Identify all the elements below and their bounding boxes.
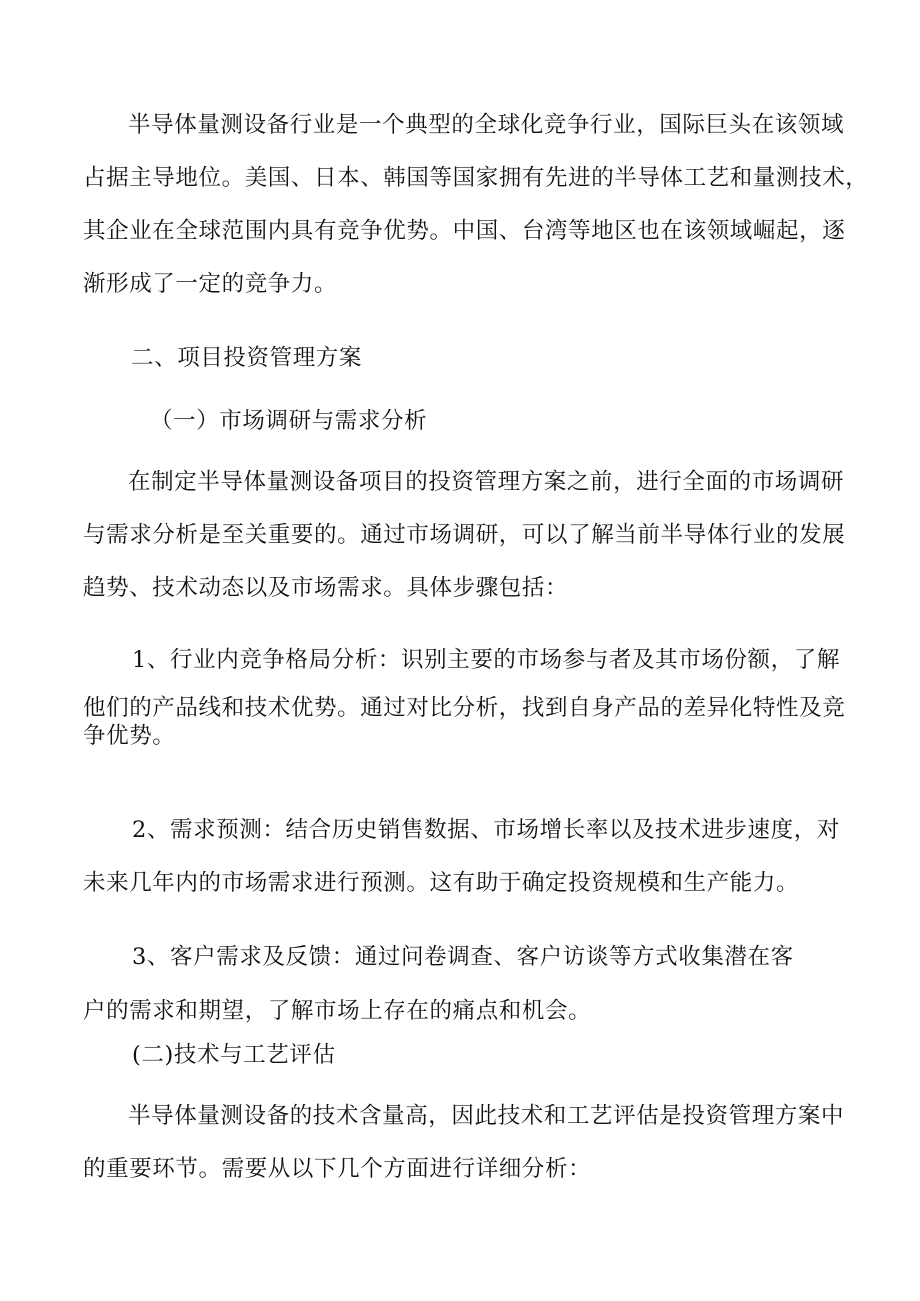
- item3-line-2: 户的需求和期望，了解市场上存在的痛点和机会。: [83, 998, 592, 1024]
- para1-line-2: 占据主导地位。美国、日本、韩国等国家拥有先进的半导体工艺和量测技术，: [83, 165, 869, 191]
- para1-line-4: 渐形成了一定的竞争力。: [83, 271, 338, 297]
- para2-line-1: 在制定半导体量测设备项目的投资管理方案之前，进行全面的市场调研: [128, 469, 845, 495]
- para2-line-3: 趋势、技术动态以及市场需求。具体步骤包括：: [83, 575, 569, 601]
- para1-line-1: 半导体量测设备行业是一个典型的全球化竞争行业，国际巨头在该领域: [128, 112, 845, 138]
- para3-line-1: 半导体量测设备的技术含量高，因此技术和工艺评估是投资管理方案中: [128, 1103, 845, 1129]
- item2-line-2: 未来几年内的市场需求进行预测。这有助于确定投资规模和生产能力。: [83, 870, 800, 896]
- item1-line-3: 争优势。: [83, 723, 176, 749]
- subsection-heading-2: (二)技术与工艺评估: [132, 1042, 336, 1068]
- item1-line-2: 他们的产品线和技术优势。通过对比分析，找到自身产品的差异化特性及竞: [83, 695, 846, 721]
- item2-line-1: 2、需求预测：结合历史销售数据、市场增长率以及技术进步速度，对: [132, 817, 840, 843]
- para3-line-2: 的重要环节。需要从以下几个方面进行详细分析：: [83, 1156, 592, 1182]
- item1-line-1: 1、行业内竞争格局分析：识别主要的市场参与者及其市场份额，了解: [132, 647, 840, 673]
- item3-line-1: 3、客户需求及反馈：通过问卷调查、客户访谈等方式收集潜在客: [132, 944, 794, 970]
- section-heading: 二、项目投资管理方案: [131, 345, 363, 371]
- subsection-heading-1: （一）市场调研与需求分析: [150, 408, 428, 434]
- para2-line-2: 与需求分析是至关重要的。通过市场调研，可以了解当前半导体行业的发展: [83, 522, 846, 548]
- para1-line-3: 其企业在全球范围内具有竞争优势。中国、台湾等地区也在该领域崛起，逐: [83, 218, 846, 244]
